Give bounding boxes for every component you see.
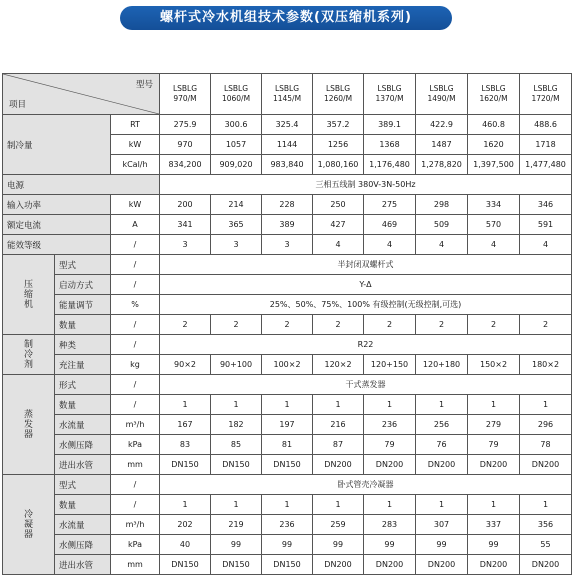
model-header	[211, 74, 262, 115]
value-cell: 283	[364, 515, 416, 535]
value-cell: 1	[468, 395, 520, 415]
model-name-line: LSBLG	[223, 84, 249, 93]
value-cell: DN150	[262, 555, 313, 575]
unit-cell: kPa	[111, 435, 160, 455]
input-power-row	[3, 195, 572, 215]
compressor-row	[3, 255, 572, 275]
type-value: 半封闭双螺杆式	[160, 255, 572, 275]
value-cell: 216	[313, 415, 364, 435]
group-char: 器	[23, 429, 33, 440]
unit-cell: kPa	[111, 535, 160, 555]
value-cell: 275.9	[160, 115, 211, 135]
count-label: 数量	[55, 495, 111, 515]
value-cell: DN200	[520, 455, 572, 475]
value-cell: DN150	[160, 555, 211, 575]
value-cell: 1	[160, 495, 211, 515]
unit-cell: /	[111, 315, 160, 335]
value-cell: 76	[416, 435, 468, 455]
value-cell: 99	[468, 535, 520, 555]
value-cell: 1718	[520, 135, 572, 155]
value-cell: 259	[313, 515, 364, 535]
unit-cell: /	[111, 335, 160, 355]
value-cell: 307	[416, 515, 468, 535]
type-value: 干式蒸发器	[160, 375, 572, 395]
value-cell: DN200	[313, 455, 364, 475]
value-cell: 4	[520, 235, 572, 255]
group-char: 缩	[23, 289, 33, 300]
value-cell: 1	[416, 395, 468, 415]
value-cell: 2	[520, 315, 572, 335]
value-cell: 469	[364, 215, 416, 235]
kind-value: R22	[160, 335, 572, 355]
charge-label: 充注量	[55, 355, 111, 375]
value-cell: DN150	[160, 455, 211, 475]
model-name-line: LSBLG	[325, 84, 351, 93]
value-cell: 4	[416, 235, 468, 255]
header-corner	[3, 74, 160, 115]
model-header	[520, 74, 572, 115]
model-name-line: 1260/M	[323, 94, 353, 103]
value-cell: 200	[160, 195, 211, 215]
value-cell: 1487	[416, 135, 468, 155]
group-char: 压	[23, 279, 33, 290]
value-cell: 3	[211, 235, 262, 255]
unit-cell: kg	[111, 355, 160, 375]
value-cell: 296	[520, 415, 572, 435]
value-cell: 1	[520, 395, 572, 415]
value-cell: 509	[416, 215, 468, 235]
value-cell: 90+100	[211, 355, 262, 375]
condenser-row	[3, 535, 572, 555]
value-cell: 197	[262, 415, 313, 435]
value-cell: 1368	[364, 135, 416, 155]
unit-cell: kCal/h	[111, 155, 160, 175]
value-cell: 1	[262, 495, 313, 515]
value-cell: 99	[416, 535, 468, 555]
value-cell: DN200	[468, 555, 520, 575]
unit-cell: mm	[111, 555, 160, 575]
compressor-group-label	[3, 255, 55, 335]
model-name-line: 1145/M	[272, 94, 302, 103]
value-cell: 120×2	[313, 355, 364, 375]
group-char: 机	[23, 299, 33, 310]
compressor-row	[3, 295, 572, 315]
value-cell: 427	[313, 215, 364, 235]
value-cell: 99	[364, 535, 416, 555]
value-cell: DN150	[262, 455, 313, 475]
value-cell: 1,080,160	[313, 155, 364, 175]
value-cell: 180×2	[520, 355, 572, 375]
model-name-line: 970/M	[173, 94, 197, 103]
pipe-label: 进出水管	[55, 555, 111, 575]
value-cell: 325.4	[262, 115, 313, 135]
value-cell: DN200	[364, 555, 416, 575]
value-cell: 100×2	[262, 355, 313, 375]
value-cell: 2	[262, 315, 313, 335]
value-cell: 1256	[313, 135, 364, 155]
value-cell: 202	[160, 515, 211, 535]
pressure-label: 水侧压降	[55, 535, 111, 555]
page-title: 螺杆式冷水机组技术参数(双压缩机系列)	[120, 6, 452, 30]
value-cell: 834,200	[160, 155, 211, 175]
group-char: 冷	[23, 509, 33, 520]
value-cell: 99	[262, 535, 313, 555]
value-cell: 488.6	[520, 115, 572, 135]
unit-cell: /	[111, 255, 160, 275]
start-label: 启动方式	[55, 275, 111, 295]
unit-cell: mm	[111, 455, 160, 475]
value-cell: 250	[313, 195, 364, 215]
condenser-row	[3, 555, 572, 575]
value-cell: 1620	[468, 135, 520, 155]
value-cell: DN200	[364, 455, 416, 475]
model-name-line: LSBLG	[172, 84, 198, 93]
value-cell: 2	[313, 315, 364, 335]
value-cell: 300.6	[211, 115, 262, 135]
model-name-line: 1720/M	[531, 94, 560, 103]
value-cell: 3	[160, 235, 211, 255]
evaporator-row	[3, 435, 572, 455]
value-cell: 1	[364, 395, 416, 415]
model-header	[160, 74, 211, 115]
value-cell: 1	[211, 495, 262, 515]
model-header	[468, 74, 520, 115]
model-header	[262, 74, 313, 115]
capacity-value: 25%、50%、75%、100% 有级控制(无级控制,可选)	[160, 295, 572, 315]
value-cell: DN200	[416, 555, 468, 575]
value-cell: 279	[468, 415, 520, 435]
value-cell: 150×2	[468, 355, 520, 375]
type-label: 型式	[55, 255, 111, 275]
value-cell: 337	[468, 515, 520, 535]
value-cell: DN200	[313, 555, 364, 575]
value-cell: 99	[313, 535, 364, 555]
value-cell: 2	[160, 315, 211, 335]
value-cell: DN200	[520, 555, 572, 575]
value-cell: 570	[468, 215, 520, 235]
value-cell: 356	[520, 515, 572, 535]
value-cell: 1	[520, 495, 572, 515]
refrigerant-group-label	[3, 335, 55, 375]
value-cell: 909,020	[211, 155, 262, 175]
value-cell: 2	[211, 315, 262, 335]
type-label: 型式	[55, 475, 111, 495]
efficiency-label: 能效等级	[3, 235, 111, 255]
unit-cell: /	[111, 495, 160, 515]
value-cell: 1	[416, 495, 468, 515]
group-char: 剂	[23, 359, 33, 370]
model-name-line: 1490/M	[427, 94, 456, 103]
refrigerant-row	[3, 355, 572, 375]
value-cell: 214	[211, 195, 262, 215]
value-cell: 79	[468, 435, 520, 455]
value-cell: 228	[262, 195, 313, 215]
value-cell: 4	[468, 235, 520, 255]
value-cell: 460.8	[468, 115, 520, 135]
value-cell: 4	[313, 235, 364, 255]
value-cell: 983,840	[262, 155, 313, 175]
unit-cell: kW	[111, 135, 160, 155]
value-cell: 1	[468, 495, 520, 515]
value-cell: 275	[364, 195, 416, 215]
value-cell: 3	[262, 235, 313, 255]
unit-cell: kW	[111, 195, 160, 215]
value-cell: DN200	[468, 455, 520, 475]
count-label: 数量	[55, 315, 111, 335]
value-cell: 236	[262, 515, 313, 535]
spec-table-body	[3, 74, 572, 575]
power-value: 三相五线制 380V-3N-50Hz	[160, 175, 572, 195]
value-cell: 422.9	[416, 115, 468, 135]
value-cell: 1	[160, 395, 211, 415]
model-header	[416, 74, 468, 115]
value-cell: 1057	[211, 135, 262, 155]
kind-label: 种类	[55, 335, 111, 355]
model-name-line: 1060/M	[221, 94, 251, 103]
model-header	[364, 74, 416, 115]
item-label: 项目	[9, 100, 27, 110]
value-cell: 970	[160, 135, 211, 155]
evaporator-group-label	[3, 375, 55, 475]
value-cell: 346	[520, 195, 572, 215]
pipe-label: 进出水管	[55, 455, 111, 475]
value-cell: 1,278,820	[416, 155, 468, 175]
group-char: 冷	[23, 349, 33, 360]
group-char: 器	[23, 529, 33, 540]
model-name-line: LSBLG	[377, 84, 402, 93]
evaporator-row	[3, 415, 572, 435]
value-cell: 120+180	[416, 355, 468, 375]
value-cell: 1	[262, 395, 313, 415]
flow-label: 水流量	[55, 415, 111, 435]
rated-current-row	[3, 215, 572, 235]
value-cell: 85	[211, 435, 262, 455]
header-row	[3, 74, 572, 115]
unit-cell: /	[111, 395, 160, 415]
unit-cell: A	[111, 215, 160, 235]
unit-cell: /	[111, 375, 160, 395]
model-name-line: LSBLG	[429, 84, 454, 93]
value-cell: 389	[262, 215, 313, 235]
value-cell: 2	[364, 315, 416, 335]
efficiency-row	[3, 235, 572, 255]
cooling-label: 制冷量	[3, 115, 111, 175]
condenser-row	[3, 515, 572, 535]
value-cell: 1	[211, 395, 262, 415]
value-cell: 120+150	[364, 355, 416, 375]
evaporator-row	[3, 375, 572, 395]
value-cell: 591	[520, 215, 572, 235]
model-name-line: LSBLG	[481, 84, 506, 93]
value-cell: 1,176,480	[364, 155, 416, 175]
type-label: 形式	[55, 375, 111, 395]
value-cell: DN150	[211, 555, 262, 575]
evaporator-row	[3, 455, 572, 475]
value-cell: 256	[416, 415, 468, 435]
value-cell: 79	[364, 435, 416, 455]
value-cell: 182	[211, 415, 262, 435]
group-char: 发	[23, 419, 33, 430]
count-label: 数量	[55, 395, 111, 415]
unit-cell: /	[111, 275, 160, 295]
value-cell: 365	[211, 215, 262, 235]
model-header	[313, 74, 364, 115]
start-value: Y-Δ	[160, 275, 572, 295]
value-cell: 341	[160, 215, 211, 235]
value-cell: 1	[313, 495, 364, 515]
unit-cell: m³/h	[111, 415, 160, 435]
value-cell: 78	[520, 435, 572, 455]
value-cell: 298	[416, 195, 468, 215]
cooling-row	[3, 115, 572, 135]
value-cell: 90×2	[160, 355, 211, 375]
unit-cell: /	[111, 475, 160, 495]
value-cell: 1,477,480	[520, 155, 572, 175]
input-power-label: 输入功率	[3, 195, 111, 215]
value-cell: 83	[160, 435, 211, 455]
value-cell: 2	[416, 315, 468, 335]
evaporator-row	[3, 395, 572, 415]
value-cell: DN150	[211, 455, 262, 475]
value-cell: 1,397,500	[468, 155, 520, 175]
value-cell: DN200	[416, 455, 468, 475]
value-cell: 81	[262, 435, 313, 455]
unit-cell: m³/h	[111, 515, 160, 535]
type-value: 卧式管壳冷凝器	[160, 475, 572, 495]
value-cell: 167	[160, 415, 211, 435]
value-cell: 1144	[262, 135, 313, 155]
value-cell: 4	[364, 235, 416, 255]
value-cell: 334	[468, 195, 520, 215]
compressor-row	[3, 315, 572, 335]
refrigerant-row	[3, 335, 572, 355]
value-cell: 2	[468, 315, 520, 335]
value-cell: 236	[364, 415, 416, 435]
model-name-line: 1620/M	[479, 94, 508, 103]
spec-table	[2, 73, 572, 575]
model-name-line: LSBLG	[274, 84, 300, 93]
condenser-row	[3, 495, 572, 515]
condenser-group-label	[3, 475, 55, 575]
value-cell: 99	[211, 535, 262, 555]
compressor-row	[3, 275, 572, 295]
unit-cell: %	[111, 295, 160, 315]
flow-label: 水流量	[55, 515, 111, 535]
value-cell: 1	[313, 395, 364, 415]
value-cell: 87	[313, 435, 364, 455]
group-char: 制	[23, 339, 33, 350]
power-label: 电源	[3, 175, 160, 195]
value-cell: 55	[520, 535, 572, 555]
value-cell: 1	[364, 495, 416, 515]
value-cell: 389.1	[364, 115, 416, 135]
model-name-line: 1370/M	[375, 94, 404, 103]
model-label: 型号	[136, 80, 154, 90]
capacity-label: 能量调节	[55, 295, 111, 315]
model-name-line: LSBLG	[533, 84, 558, 93]
value-cell: 40	[160, 535, 211, 555]
group-char: 蒸	[23, 409, 33, 420]
pressure-label: 水侧压降	[55, 435, 111, 455]
unit-cell: /	[111, 235, 160, 255]
value-cell: 219	[211, 515, 262, 535]
condenser-row	[3, 475, 572, 495]
unit-cell: RT	[111, 115, 160, 135]
rated-current-label: 额定电流	[3, 215, 111, 235]
group-char: 凝	[23, 519, 33, 530]
power-row	[3, 175, 572, 195]
value-cell: 357.2	[313, 115, 364, 135]
